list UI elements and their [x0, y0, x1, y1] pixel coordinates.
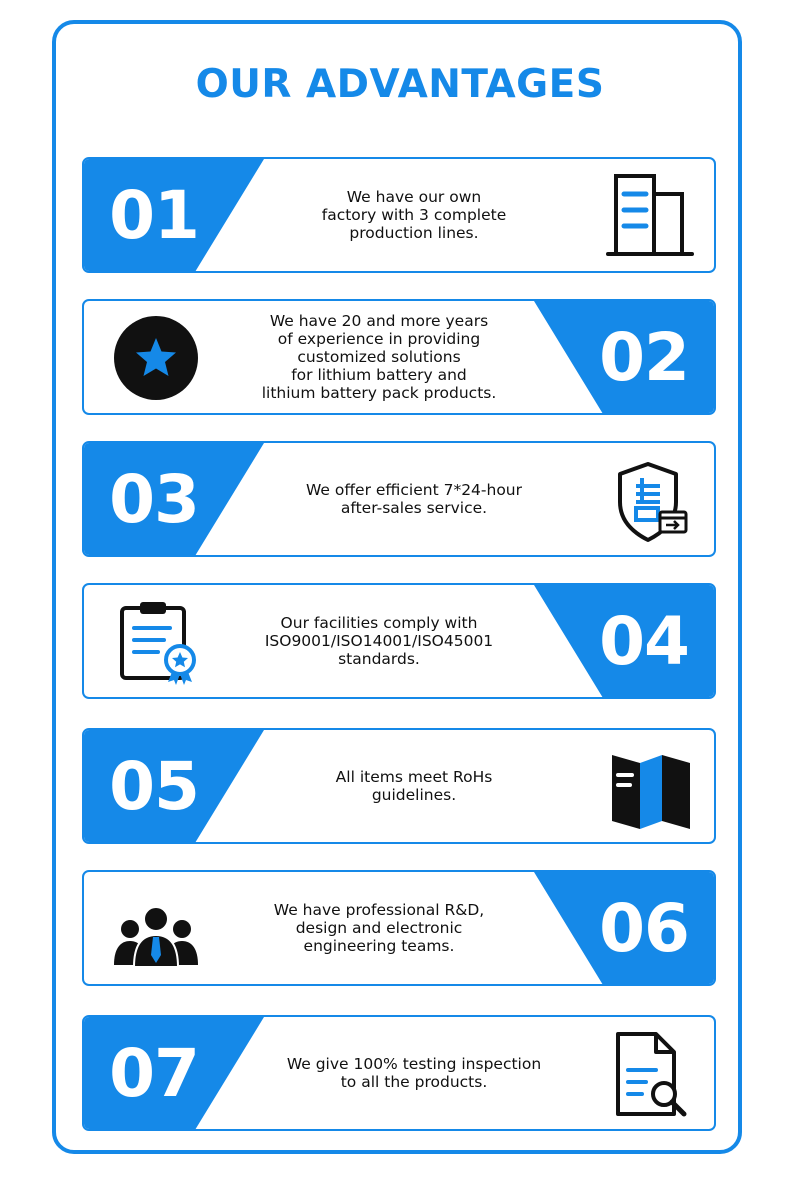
- advantage-number: 07: [109, 1034, 199, 1112]
- advantage-number: 05: [109, 747, 199, 825]
- advantage-text: We have professional R&D, design and electronic engineering teams.: [273, 901, 485, 955]
- advantage-text: We offer efficient 7*24-hour after-sales service.: [305, 481, 523, 517]
- advantage-text: Our facilities comply with ISO9001/ISO14001/ISO45001 standards.: [264, 614, 494, 668]
- map-icon: [606, 743, 694, 831]
- page-title: OUR ADVANTAGES: [195, 62, 605, 107]
- advantage-card-04: [82, 583, 716, 699]
- document-search-icon: [606, 1030, 694, 1118]
- advantage-card-05: [82, 728, 716, 844]
- advantage-number: 01: [109, 176, 199, 254]
- advantage-card-01: [82, 157, 716, 273]
- advantage-text: We have our own factory with 3 complete production lines.: [321, 188, 507, 242]
- advantage-number: 04: [599, 602, 689, 680]
- advantage-number: 06: [599, 889, 689, 967]
- advantage-text: All items meet RoHs guidelines.: [335, 768, 493, 804]
- advantage-card-03: [82, 441, 716, 557]
- advantage-text: We give 100% testing inspection to all the products.: [286, 1055, 542, 1091]
- star-badge-icon: [112, 314, 200, 402]
- advantage-text: We have 20 and more years of experience in providing customized solutions for lithium battery and lithium battery pack products.: [261, 312, 497, 402]
- advantage-number: 02: [599, 318, 689, 396]
- advantage-card-07: [82, 1015, 716, 1131]
- advantage-card-02: [82, 299, 716, 415]
- advantage-card-06: [82, 870, 716, 986]
- building-icon: [606, 172, 694, 260]
- after-sales-shield-icon: [606, 456, 694, 544]
- certificate-clipboard-icon: [112, 598, 200, 686]
- team-icon: [112, 885, 200, 973]
- advantage-number: 03: [109, 460, 199, 538]
